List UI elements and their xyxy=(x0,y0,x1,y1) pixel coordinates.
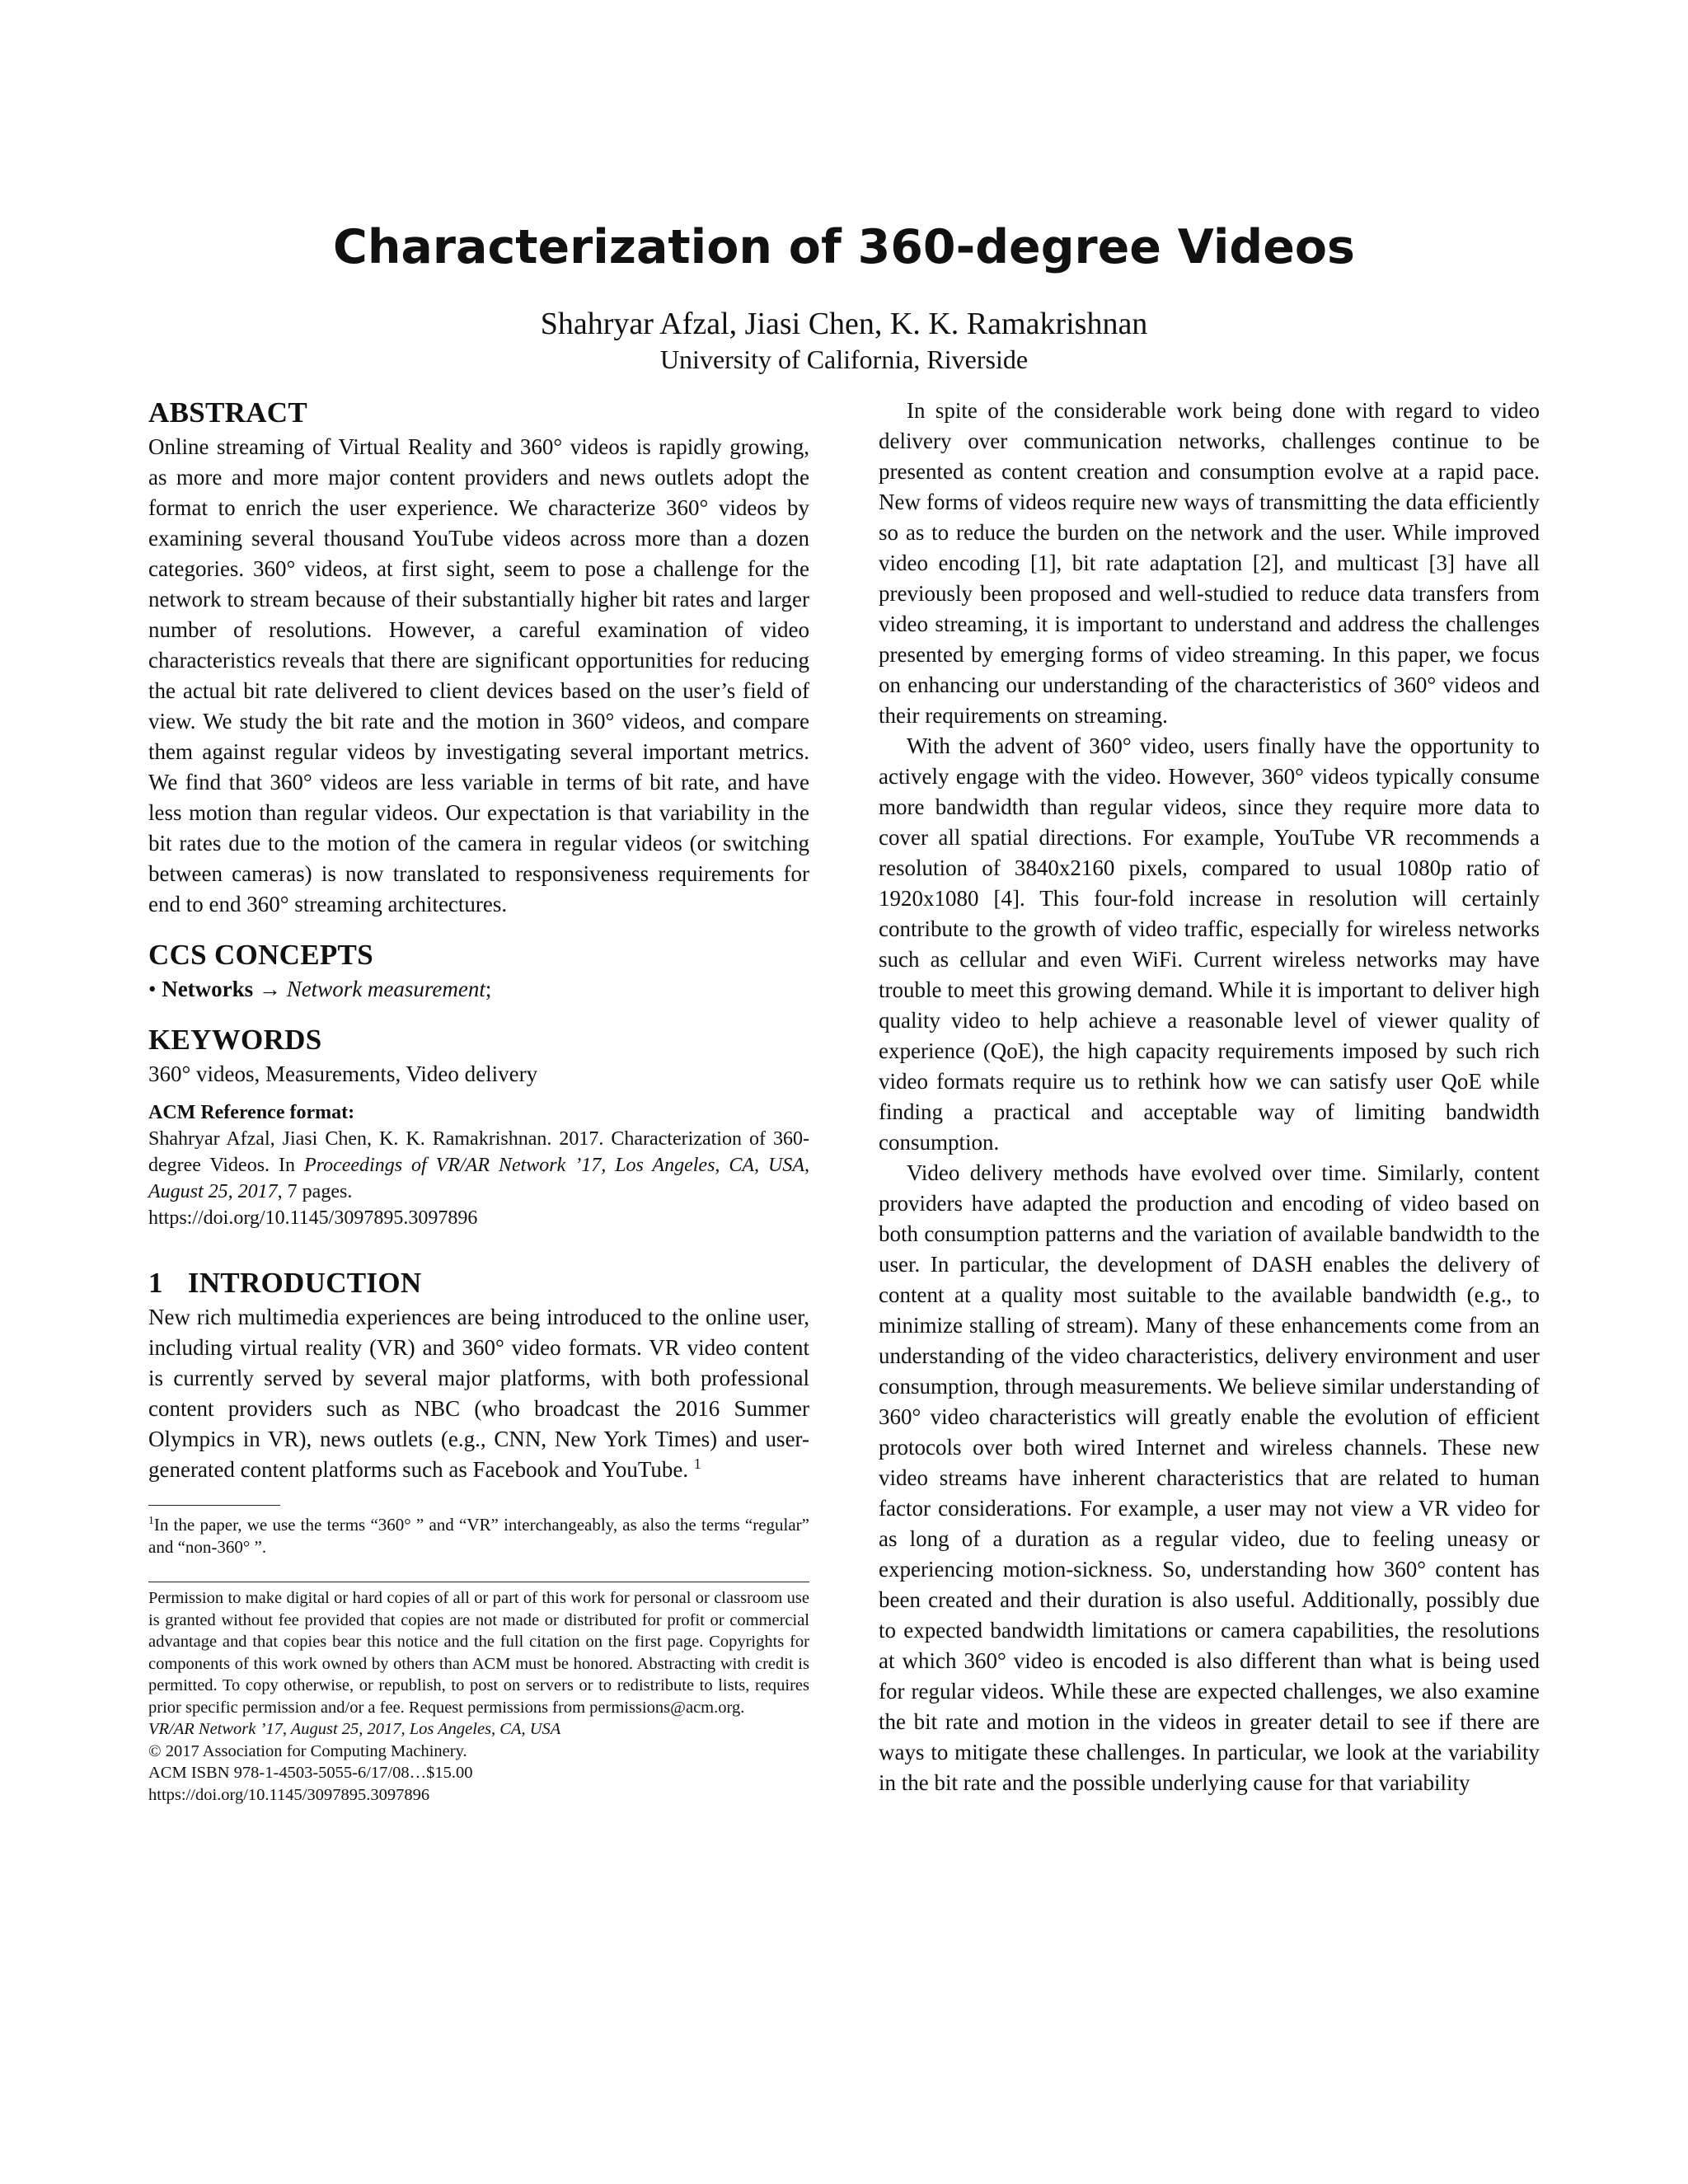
footnote-divider xyxy=(148,1505,280,1506)
keywords-text: 360° videos, Measurements, Video delivery xyxy=(148,1062,538,1086)
permission-venue xyxy=(148,1718,809,1741)
reference-format-heading: ACM Reference format: xyxy=(148,1102,355,1123)
intro-paragraph-1-text: New rich multimedia experiences are being introduced to the online user, including virtual reality (VR) and 360° video formats. VR video content is currently served by several major platforms, with both professional content providers such as NBC (who broadcast the 2016 Summer Olympics in VR), news outlets (e.g., CNN, New York Times) and user-generated content platforms such as Facebook and YouTube. xyxy=(148,1305,809,1482)
intro-paragraph-3: With the advent of 360° video, users finally have the opportunity to actively engage with the video. However, 360° videos typically consume more bandwidth than regular videos, since they require more data to cover all spatial directions. For example, YouTube VR recommends a resolution of 3840x2160 pixels, compared to usual 1080p ratio of 1920x1080 [4]. This four-fold increase in resolution will certainly contribute to the growth of video traffic, especially for wireless networks such as cellular and even WiFi. Current wireless networks may have trouble to meet this growing demand. While it is important to deliver high quality video to help achieve a reasonable level of viewer quality of experience (QoE), the high capacity requirements imposed by such rich video formats require us to rethink how we can satisfy user QoE while finding a practical and acceptable way of limiting bandwidth consumption. xyxy=(879,733,1540,1155)
ccs-bullet: • xyxy=(148,977,157,1001)
abstract-text: Online streaming of Virtual Reality and 360° videos is rapidly growing, as more and more major content providers and news outlets adopt the format to enrich the user experience. We characterize 360° videos by examining several thousand YouTube videos across more than a dozen categories. 360° videos, at first sight, seem to pose a challenge for the network to stream because of their substantially higher bit rates and larger number of resolutions. However, a careful examination of video characteristics reveals that there are significant opportunities for reducing the actual bit rate delivered to client devices based on the user’s field of view. We study the bit rate and the motion in 360° videos, and compare them against regular videos by investigating several important metrics. We find that 360° videos are less variable in terms of bit rate, and have less motion than regular videos. Our expectation is that variability in the bit rates due to the motion of the camera in regular videos (or switching between cameras) is now translated to responsiveness requirements for end to end 360° streaming architectures. xyxy=(148,434,809,916)
ccs-subconcept: Network measurement xyxy=(286,977,485,1001)
isbn-line: ACM ISBN 978-1-4503-5055-6/17/08…$15.00 xyxy=(148,1764,473,1782)
footnote xyxy=(148,1514,809,1558)
ccs-concept-line xyxy=(148,974,809,1005)
ccs-concept: Networks xyxy=(162,977,254,1001)
reference-doi[interactable]: https://doi.org/10.1145/3097895.3097896 xyxy=(148,1207,478,1229)
left-column xyxy=(148,396,809,1806)
footnote-reference-mark[interactable]: 1 xyxy=(693,1455,701,1472)
reference-format-text xyxy=(148,1126,809,1231)
footnote-text: In the paper, we use the terms “360° ” and “VR” interchangeably, as also the terms “regular” and “non-360° ”. xyxy=(148,1515,809,1557)
reference-post: , 7 pages. xyxy=(277,1181,353,1202)
paper-title: Characterization of 360-degree Videos xyxy=(333,220,1355,274)
footnote-mark: 1 xyxy=(148,1514,154,1526)
ccs-heading: CCS CONCEPTS xyxy=(148,939,373,971)
copyright-line: © 2017 Association for Computing Machinery. xyxy=(148,1741,467,1760)
section-number: 1 xyxy=(148,1267,163,1299)
permission-notice: Permission to make digital or hard copies of all or part of this work for personal or classroom use is granted without fee provided that copies are not made or distributed for profit or commercial advantage and that copies bear this notice and the full citation on the first page. Copyrights for components of this work owned by others than ACM must be honored. Abstracting with credit is permitted. To copy otherwise, or republish, to post on servers or to redistribute to lists, requires prior specific permission and/or a fee. Request permissions from permissions@acm.org. xyxy=(148,1589,809,1717)
keywords-heading: KEYWORDS xyxy=(148,1024,322,1056)
reference-pre: Shahryar Afzal, Jiasi Chen, K. K. Ramakrishnan. 2017. Characterization of 360-degree Videos. In xyxy=(148,1128,809,1176)
introduction-heading xyxy=(148,1266,809,1301)
section-title: INTRODUCTION xyxy=(187,1267,422,1299)
ccs-end: ; xyxy=(485,977,492,1001)
intro-paragraph-4: Video delivery methods have evolved over time. Similarly, content providers have adapted the production and encoding of video based on both consumption patterns and the variation of available bandwidth to the user. In particular, the development of DASH enables the delivery of content at a quality most suitable to the available bandwidth (e.g., to minimize stalling of stream). Many of these enhancements come from an understanding of the video characteristics, delivery environment and user consumption, through measurements. We believe similar understanding of 360° video characteristics will greatly enable the evolution of efficient protocols over both wired Internet and wireless channels. These new video streams have inherent characteristics that are related to human factor considerations. For example, a user may not view a VR video for as long of a duration as a regular video, due to feeling uneasy or experiencing motion-sickness. So, understanding how 360° content has been created and their duration is also useful. Additionally, possibly due to expected bandwidth limitations or camera capabilities, the resolutions at which 360° video is encoded is also different than what is being used for regular videos. While these are expected challenges, we also examine the bit rate and motion in the videos in greater detail to see if there are ways to mitigate these challenges. In particular, we look at the variability in the bit rate and the possible underlying cause for that variability xyxy=(879,1160,1540,1795)
reference-venue: Proceedings of VR/AR Network ’17, Los Angeles, CA, USA, August 25, 2017 xyxy=(148,1155,810,1202)
permission-doi[interactable]: https://doi.org/10.1145/3097895.3097896 xyxy=(148,1785,430,1804)
author-list: Shahryar Afzal, Jiasi Chen, K. K. Ramakrishnan xyxy=(540,307,1148,341)
affiliation: University of California, Riverside xyxy=(659,344,1029,374)
permission-venue-text: VR/AR Network ’17, August 25, 2017, Los Angeles, CA, USA xyxy=(148,1720,561,1738)
abstract-heading: ABSTRACT xyxy=(148,396,308,429)
intro-paragraph-2: In spite of the considerable work being done with regard to video delivery over communication networks, challenges continue to be presented as content creation and consumption evolve at a rapid pace. New forms of videos require new ways of transmitting the data efficiently so as to reduce the burden on the network and the user. While improved video encoding [1], bit rate adaptation [2], and multicast [3] have all previously been proposed and well-studied to reduce data transfers from video streaming, it is important to understand and address the challenges presented by emerging forms of video streaming. In this paper, we focus on enhancing our understanding of the characteristics of 360° videos and their requirements on streaming. xyxy=(879,398,1540,728)
right-column xyxy=(879,396,1540,1798)
intro-paragraph-1 xyxy=(148,1302,809,1485)
ccs-arrow: → xyxy=(258,977,281,1001)
